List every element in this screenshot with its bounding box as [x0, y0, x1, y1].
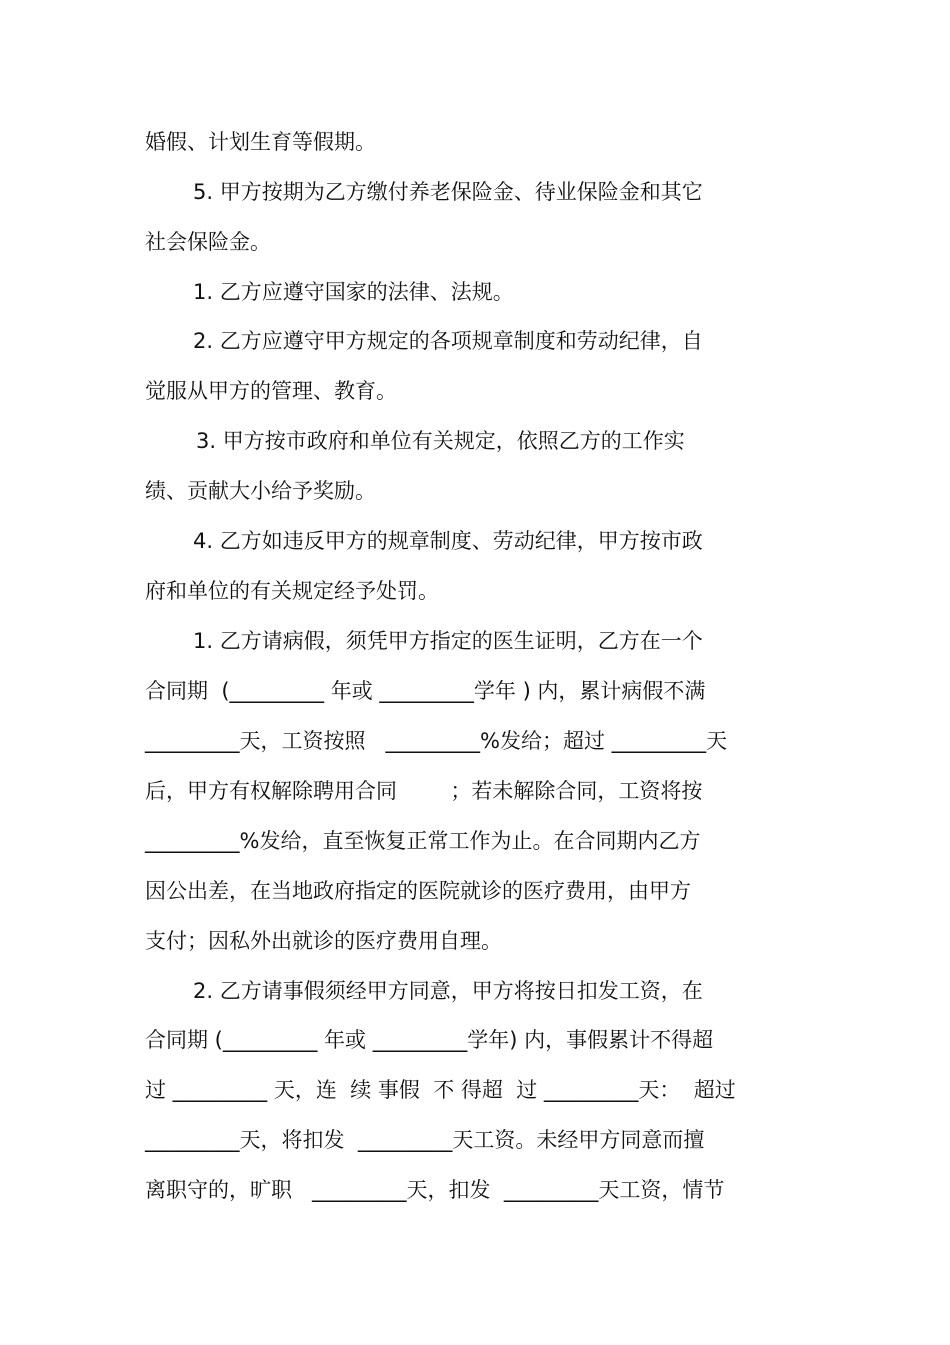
text-line: 合同期 (_________ 年或 _________学年 ) 内，累计病假不满	[145, 679, 706, 703]
text-line: 后，甲方有权解除聘用合同 ；若未解除合同，工资将按	[145, 779, 703, 803]
text-line: 府和单位的有关规定经予处罚。	[145, 579, 439, 603]
text-line: 离职守的，旷职 _________天，扣发 _________天工资，情节	[145, 1178, 725, 1202]
text-line: 绩、贡献大小给予奖励。	[145, 479, 376, 503]
text-line: 1. 乙方请病假，须凭甲方指定的医生证明，乙方在一个	[193, 629, 703, 653]
text-line: 支付；因私外出就诊的医疗费用自理。	[145, 929, 502, 953]
text-line: _________天，工资按照 _________%发给；超过 _________天	[145, 729, 728, 753]
text-line: 因公出差，在当地政府指定的医院就诊的医疗费用，由甲方	[145, 879, 691, 903]
text-line: 社会保险金。	[145, 230, 271, 254]
text-line: 觉服从甲方的管理、教育。	[145, 379, 397, 403]
text-line: 合同期 (_________ 年或 _________学年) 内，事假累计不得超	[145, 1028, 714, 1052]
text-line: 2. 乙方应遵守甲方规定的各项规章制度和劳动纪律，自	[193, 329, 703, 353]
text-line: 5. 甲方按期为乙方缴付养老保险金、待业保险金和其它	[193, 180, 703, 204]
text-line: 4. 乙方如违反甲方的规章制度、劳动纪律，甲方按市政	[193, 529, 703, 553]
text-line: 2. 乙方请事假须经甲方同意，甲方将按日扣发工资，在	[193, 979, 703, 1003]
text-line: 1. 乙方应遵守国家的法律、法规。	[193, 280, 514, 304]
text-line: _________%发给，直至恢复正常工作为止。在合同期内乙方	[145, 829, 701, 853]
text-line: 过 _________ 天，连 续 事假 不 得超 过 _________天： 超过	[145, 1078, 736, 1102]
text-line: _________天，将扣发 _________天工资。未经甲方同意而擅	[145, 1128, 705, 1152]
text-line: 婚假、计划生育等假期。	[145, 130, 376, 154]
text-line: 3. 甲方按市政府和单位有关规定，依照乙方的工作实	[196, 429, 685, 453]
